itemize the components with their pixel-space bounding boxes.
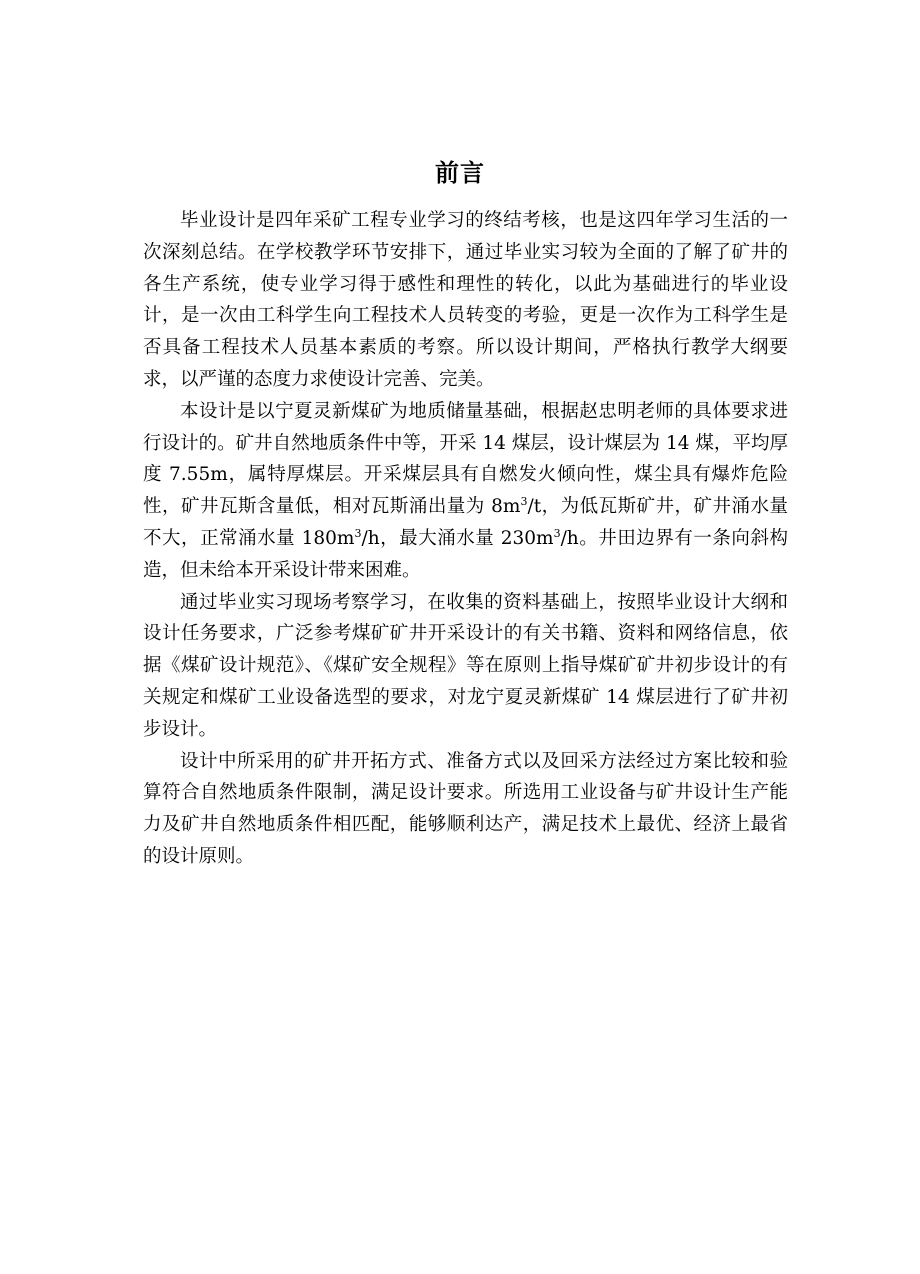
text-segment: 本设计是以宁夏灵新煤矿为地质储量基础，根据赵忠明老师的具体要求进行设计的。矿井自然地质条件中等，开采 14 煤层，设计煤层为 14 煤，平均厚度 7.55m，属特厚煤层。开采煤层具有自燃发火倾向性，煤尘具有爆炸危险性，矿井瓦斯含量低，相对瓦斯涌出量为 8m: [143, 400, 788, 518]
document-body: [143, 205, 788, 873]
paragraph-4: [143, 746, 788, 873]
text-segment: 设计中所采用的矿井开拓方式、准备方式以及回采方法经过方案比较和验算符合自然地质条件限制，满足设计要求。所选用工业设备与矿井设计生产能力及矿井自然地质条件相匹配，能够顺利达产，满足技术上最优、经济上最省的设计原则。: [143, 750, 788, 867]
superscript: 3: [354, 526, 362, 540]
superscript: 3: [520, 495, 528, 509]
page-title: 前言: [435, 159, 485, 187]
text-segment: /h，最大涌水量 230m: [361, 527, 554, 549]
paragraph-2: [143, 396, 788, 587]
paragraph-1: [143, 205, 788, 396]
paragraph-3: [143, 587, 788, 746]
text-segment: /h。井田边界有一条向斜构造，但未给本开采设计带来困难。: [143, 527, 788, 581]
superscript: 3: [553, 526, 561, 540]
text-segment: /t，为低瓦斯矿井，矿井涌水量不大，正常涌水量 180m: [143, 496, 789, 549]
text-segment: 通过毕业实习现场考察学习，在收集的资料基础上，按照毕业设计大纲和设计任务要求，广泛参考煤矿矿井开采设计的有关书籍、资料和网络信息，依据《煤矿设计规范》、《煤矿安全规程》等在原则上指导煤矿矿井初步设计的有关规定和煤矿工业设备选型的要求，对龙宁夏灵新煤矿 14 煤层进行了矿井初步设计。: [143, 591, 788, 740]
text-segment: 毕业设计是四年采矿工程专业学习的终结考核，也是这四年学习生活的一次深刻总结。在学校教学环节安排下，通过毕业实习较为全面的了解了矿井的各生产系统，使专业学习得于感性和理性的转化，以此为基础进行的毕业设计，是一次由工科学生向工程技术人员转变的考验，更是一次作为工科学生是否具备工程技术人员基本素质的考察。所以设计期间，严格执行教学大纲要求，以严谨的态度力求使设计完善、完美。: [143, 210, 788, 390]
